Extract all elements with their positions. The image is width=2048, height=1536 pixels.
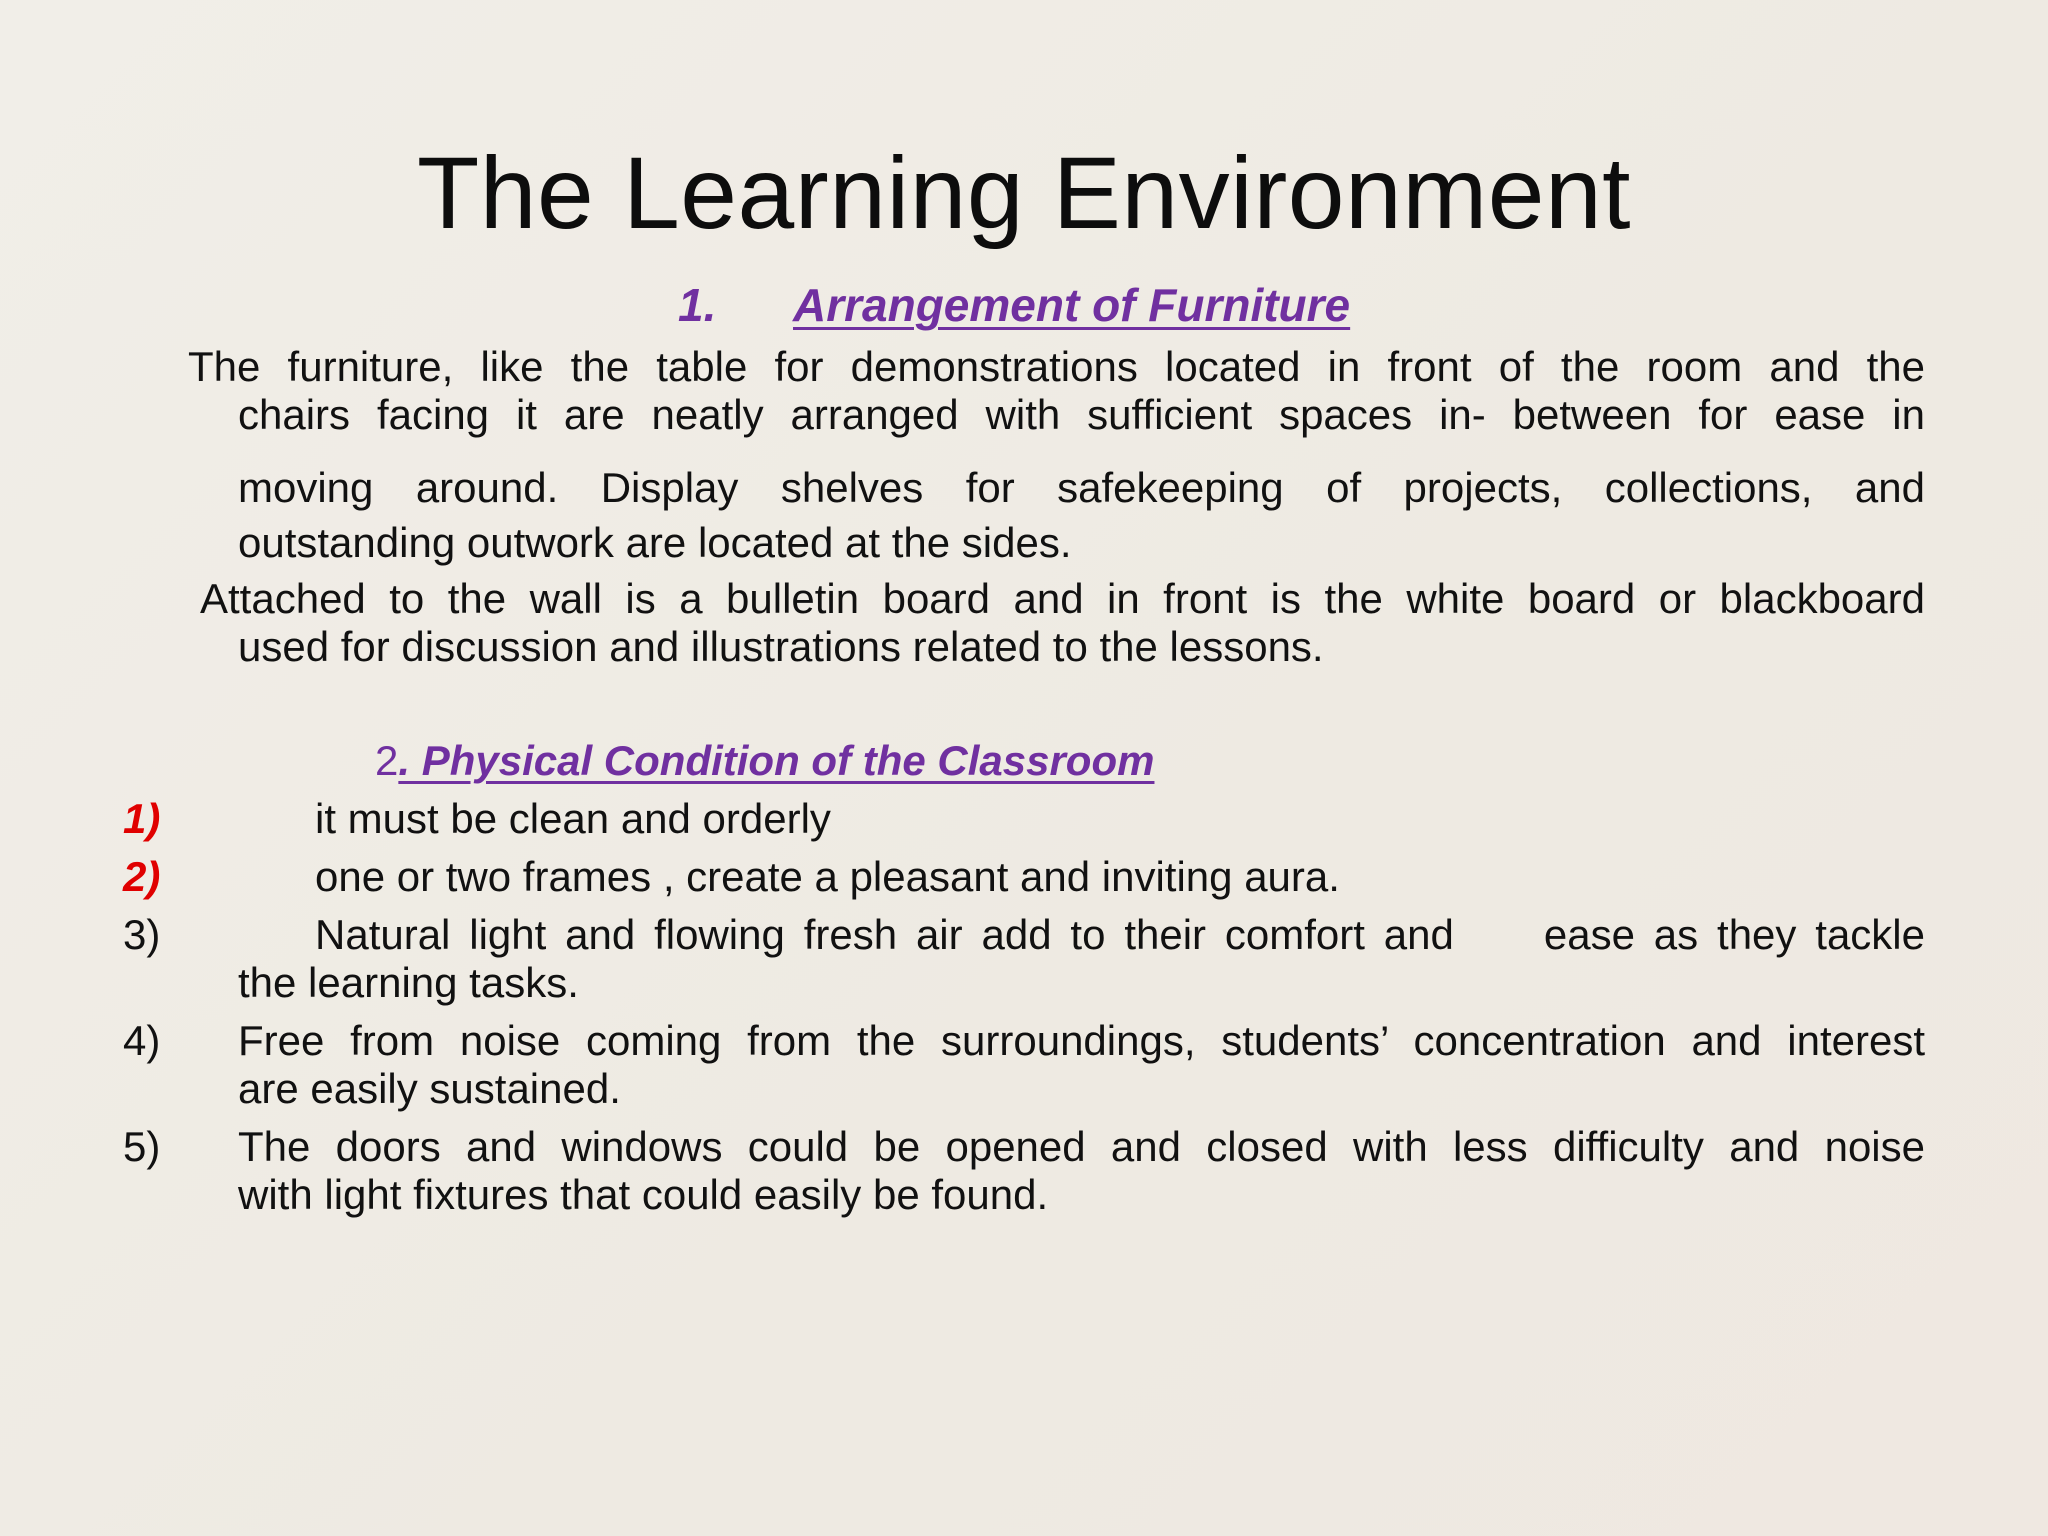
list-item	[123, 1017, 1925, 1113]
paragraph-line: chairs facing it are neatly arranged with sufficient spaces in- between for ease in	[238, 391, 1925, 438]
list-item-body	[238, 853, 1925, 901]
list-item-line-part: ease as they tackle	[1543, 911, 1925, 958]
list-item-line: The doors and windows could be opened and closed with less difficulty and noise	[238, 1123, 1925, 1170]
paragraph-line: Attached to the wall is a bulletin board and in front is the white board or blackboard	[200, 575, 1925, 622]
paragraph-line: moving around. Display shelves for safekeeping of projects, collections, and	[238, 464, 1925, 511]
list-item	[123, 911, 1925, 1007]
furniture-paragraph	[188, 343, 1925, 567]
condition-list	[123, 795, 1925, 1229]
list-marker: 5)	[123, 1123, 161, 1170]
list-item-line	[238, 911, 1925, 959]
list-marker: 4)	[123, 1017, 161, 1064]
section1-heading	[678, 275, 1350, 335]
section2-heading	[375, 733, 1154, 789]
paragraph-line: used for discussion and illustrations related to the lessons.	[238, 623, 1324, 670]
list-item-line: the learning tasks.	[238, 959, 579, 1006]
list-item-line: Free from noise coming from the surroundings, students’ concentration and interest	[238, 1017, 1925, 1064]
list-item	[123, 795, 1925, 843]
list-item-line: with light fixtures that could easily be found.	[238, 1171, 1049, 1218]
list-item-body	[238, 795, 1925, 843]
list-item-line: one or two frames , create a pleasant and inviting aura.	[315, 853, 1340, 900]
list-item-body	[238, 1123, 1925, 1219]
section1-heading-text: Arrangement of Furniture	[793, 279, 1351, 331]
list-item-line-part: Natural light and flowing fresh air add to their comfort and	[315, 911, 1454, 958]
paragraph-line: The furniture, like the table for demonstrations located in front of the room and the	[188, 343, 1925, 390]
slide-title: The Learning Environment	[416, 136, 1632, 250]
section2-heading-text: . Physical Condition of the Classroom	[398, 737, 1155, 784]
list-item-line: are easily sustained.	[238, 1065, 621, 1112]
list-item-line: it must be clean and orderly	[315, 795, 831, 842]
list-marker: 2)	[123, 853, 161, 900]
section1-number: 1.	[678, 279, 717, 331]
bulletin-paragraph	[188, 575, 1925, 671]
paragraph-line: outstanding outwork are located at the sides.	[238, 519, 1072, 566]
list-item	[123, 1123, 1925, 1219]
list-item-body	[238, 911, 1925, 1007]
section2-number: 2	[375, 737, 399, 784]
list-marker: 1)	[123, 795, 161, 842]
list-item-body	[238, 1017, 1925, 1113]
list-item	[123, 853, 1925, 901]
list-marker: 3)	[123, 911, 161, 958]
